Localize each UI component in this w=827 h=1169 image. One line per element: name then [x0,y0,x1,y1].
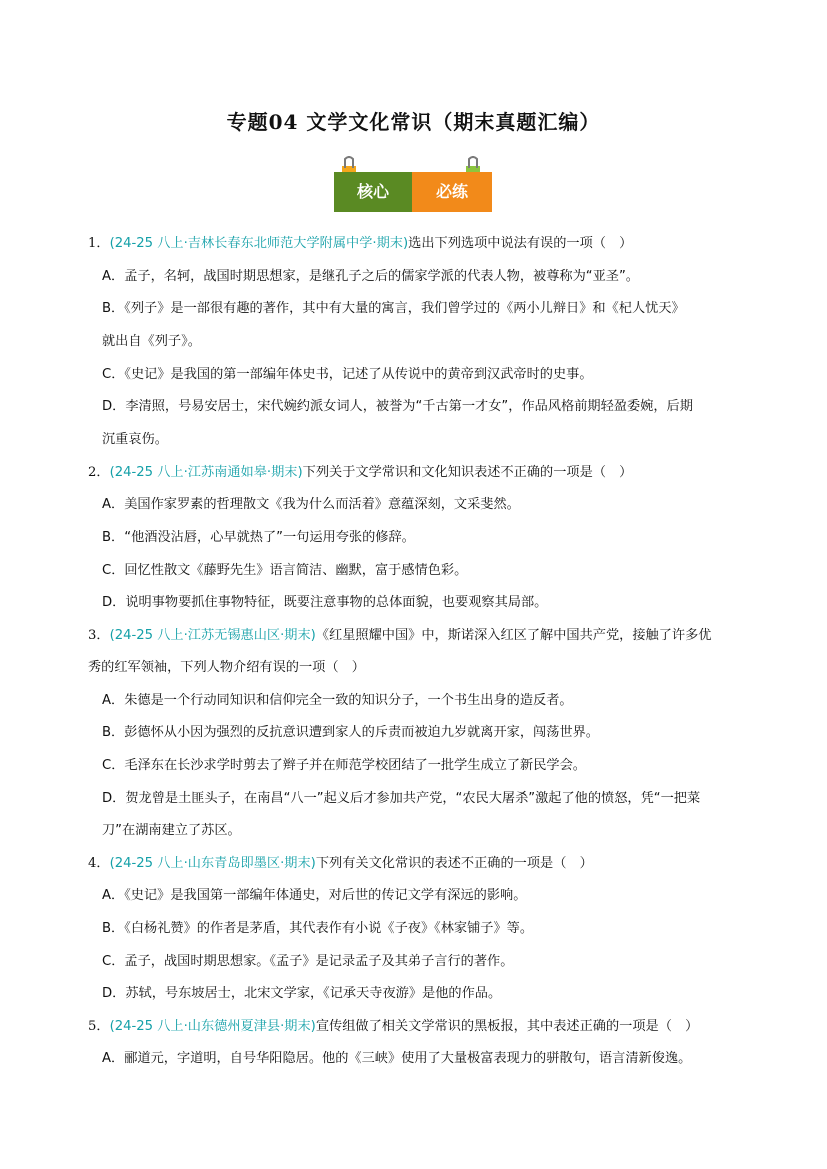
question-number: 1． [88,236,110,251]
question-source: (24-25 八上·山东青岛即墨区·期末) [109,856,316,871]
question-stem: 下列关于文学常识和文化知识表述不正确的一项是（ ） [302,465,633,480]
badge-practice-label: 必练 [412,172,492,212]
question-number: 3． [88,628,110,643]
page-title: 专题04 文学文化常识（期末真题汇编） [226,110,601,134]
question-number: 4． [88,856,110,871]
option-d: D．贺龙曾是土匪头子，在南昌“八一”起义后才参加共产党，“农民大屠杀”激起了他的愤怒，凭“一把菜 [102,791,701,806]
question-2 [88,464,632,482]
option-b: B．《白杨礼赞》的作者是茅盾，其代表作有小说《子夜》《林家铺子》等。 [102,921,534,936]
question-source: (24-25 八上·江苏南通如皋·期末) [109,465,303,480]
question-stem-continued: 秀的红军领袖，下列人物介绍有误的一项（ ） [88,660,365,675]
question-source: (24-25 八上·吉林长春东北师范大学附属中学·期末) [109,236,409,251]
option-c: C．毛泽东在长沙求学时剪去了辫子并在师范学校团结了一批学生成立了新民学会。 [102,758,586,773]
question-stem: 《红星照耀中国》中，斯诺深入红区了解中国共产党，接触了许多优 [315,628,712,643]
option-b-continued: 就出自《列子》。 [102,334,201,349]
option-c: C．回忆性散文《藤野先生》语言简洁、幽默，富于感情色彩。 [102,563,468,578]
option-b: B．彭德怀从小因为强烈的反抗意识遭到家人的斥责而被迫九岁就离开家，闯荡世界。 [102,725,599,740]
option-a: A．郦道元，字道明，自号华阳隐居。他的《三峡》使用了大量极富表现力的骈散句，语言清新俊逸。 [102,1051,692,1066]
option-b: B．《列子》是一部很有趣的著作，其中有大量的寓言，我们曾学过的《两小儿辩日》和《杞人忧天》 [102,301,685,316]
question-4 [88,855,593,873]
question-stem: 选出下列选项中说法有误的一项（ ） [408,236,633,251]
question-number: 2． [88,465,110,480]
option-c: C．《史记》是我国的第一部编年体史书，记述了从传说中的黄帝到汉武帝时的史事。 [102,367,593,382]
option-a: A．美国作家罗素的哲理散文《我为什么而活着》意蕴深刻，文采斐然。 [102,497,520,512]
core-practice-badge [334,156,492,212]
badge-core-label: 核心 [334,172,412,212]
option-d-continued: 刀”在湖南建立了苏区。 [102,823,241,838]
option-a: A．《史记》是我国第一部编年体通史，对后世的传记文学有深远的影响。 [102,888,527,903]
question-5 [88,1018,698,1036]
question-number: 5． [88,1019,110,1034]
question-stem: 宣传组做了相关文学常识的黑板报，其中表述正确的一项是（ ） [315,1019,699,1034]
option-d: D．李清照，号易安居士，宋代婉约派女词人，被誉为“千古第一才女”，作品风格前期轻盈委婉，后期 [102,399,693,414]
option-a: A．朱德是一个行动同知识和信仰完全一致的知识分子，一个书生出身的造反者。 [102,693,573,708]
option-d: D．苏轼，号东坡居士，北宋文学家，《记承天寺夜游》是他的作品。 [102,986,502,1001]
option-d: D．说明事物要抓住事物特征，既要注意事物的总体面貌，也要观察其局部。 [102,595,548,610]
question-source: (24-25 八上·山东德州夏津县·期末) [109,1019,316,1034]
option-d-continued: 沉重哀伤。 [102,432,168,447]
option-b: B．“他酒没沾唇，心早就热了”一句运用夸张的修辞。 [102,530,415,545]
question-source: (24-25 八上·江苏无锡惠山区·期末) [109,628,316,643]
question-3 [88,627,711,645]
option-a: A．孟子，名轲，战国时期思想家，是继孔子之后的儒家学派的代表人物，被尊称为“亚圣”。 [102,269,639,284]
option-c: C．孟子，战国时期思想家。《孟子》是记录孟子及其弟子言行的著作。 [102,954,514,969]
question-1 [88,235,632,253]
question-stem: 下列有关文化常识的表述不正确的一项是（ ） [315,856,593,871]
